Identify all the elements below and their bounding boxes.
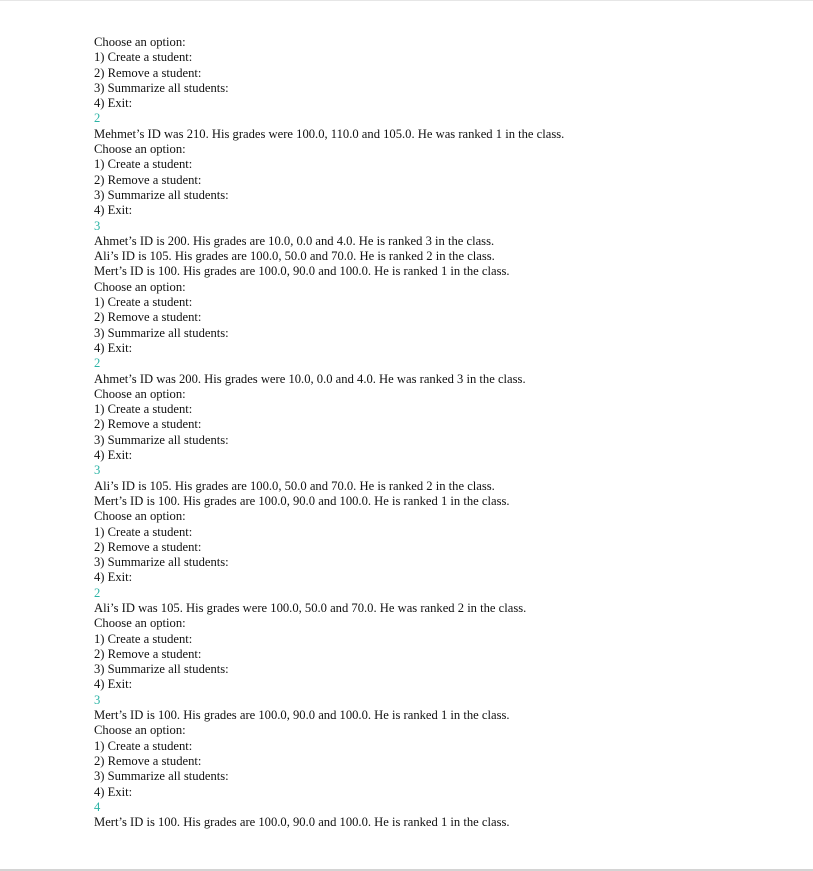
output-line: 3) Summarize all students: [94,662,229,677]
user-input-line: 2 [94,585,101,600]
output-line: Choose an option: [94,509,186,524]
output-line: Choose an option: [94,386,186,401]
output-line: Choose an option: [94,35,186,49]
output-line: 1) Create a student: [94,631,193,646]
console-output [94,35,794,830]
output-line: 1) Create a student: [94,738,193,753]
output-line: Choose an option: [94,723,186,738]
output-line: Mehmet’s ID was 210. His grades were 100.0, 110.0 and 105.0. He was ranked 1 in the class. [94,126,565,141]
output-line: 1) Create a student: [94,295,193,310]
output-line: 4) Exit: [94,570,133,585]
output-line: Ali’s ID is 105. His grades are 100.0, 50.0 and 70.0. He is ranked 2 in the class. [94,478,495,493]
output-line: 4) Exit: [94,96,133,111]
output-line: Mert’s ID is 100. His grades are 100.0, 90.0 and 100.0. He is ranked 1 in the class. [94,493,510,508]
output-line: Mert’s ID is 100. His grades are 100.0, 90.0 and 100.0. He is ranked 1 in the class. [94,264,510,279]
output-line: 4) Exit: [94,340,133,355]
output-line: 2) Remove a student: [94,172,202,187]
output-line: 4) Exit: [94,677,133,692]
output-line: 1) Create a student: [94,524,193,539]
output-line: 2) Remove a student: [94,417,202,432]
output-line: Mert’s ID is 100. His grades are 100.0, 90.0 and 100.0. He is ranked 1 in the class. [94,815,510,830]
user-input-line: 3 [94,692,101,707]
output-line: Mert’s ID is 100. His grades are 100.0, 90.0 and 100.0. He is ranked 1 in the class. [94,708,510,723]
output-line: Choose an option: [94,142,186,157]
output-line: 3) Summarize all students: [94,325,229,340]
output-line: 2) Remove a student: [94,539,202,554]
output-line: 1) Create a student: [94,402,193,417]
output-line: Ahmet’s ID was 200. His grades were 10.0, 0.0 and 4.0. He was ranked 3 in the class. [94,371,526,386]
output-line: 2) Remove a student: [94,646,202,661]
user-input-line: 2 [94,111,101,126]
output-line: 4) Exit: [94,203,133,218]
output-line: Choose an option: [94,616,186,631]
output-line: Ali’s ID was 105. His grades were 100.0, 50.0 and 70.0. He was ranked 2 in the class. [94,600,527,615]
user-input-line: 3 [94,218,101,233]
output-line: 2) Remove a student: [94,65,202,80]
output-line: 1) Create a student: [94,157,193,172]
user-input-line: 2 [94,356,101,371]
output-line: 3) Summarize all students: [94,769,229,784]
output-line: 3) Summarize all students: [94,432,229,447]
output-line: Ahmet’s ID is 200. His grades are 10.0, 0.0 and 4.0. He is ranked 3 in the class. [94,233,495,248]
output-line: 4) Exit: [94,784,133,799]
output-line: 3) Summarize all students: [94,187,229,202]
output-line: 1) Create a student: [94,50,193,65]
output-line: 2) Remove a student: [94,310,202,325]
user-input-line: 4 [94,799,101,814]
output-line: 2) Remove a student: [94,753,202,768]
output-line: 3) Summarize all students: [94,80,229,95]
output-line: 4) Exit: [94,448,133,463]
output-line: Choose an option: [94,279,186,294]
user-input-line: 3 [94,463,101,478]
output-line: Ali’s ID is 105. His grades are 100.0, 50.0 and 70.0. He is ranked 2 in the class. [94,249,495,264]
output-line: 3) Summarize all students: [94,555,229,570]
